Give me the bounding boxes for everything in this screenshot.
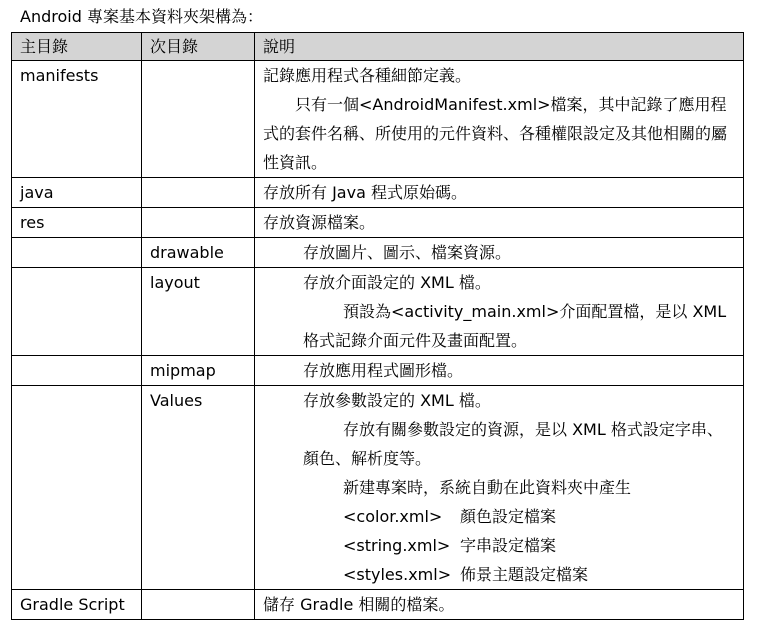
description-cell	[255, 268, 744, 356]
main-dir-cell	[12, 268, 142, 356]
main-dir-cell: Gradle Script	[12, 590, 142, 620]
description-text: 存放介面設定的 XML 檔。	[303, 273, 491, 292]
main-dir-cell: res	[12, 208, 142, 238]
description-text: 存放圖片、圖示、檔案資源。	[303, 243, 512, 262]
sub-dir-cell: drawable	[142, 238, 255, 268]
sub-dir-cell: mipmap	[142, 356, 255, 386]
main-dir-cell	[12, 386, 142, 590]
sub-dir-cell	[142, 208, 255, 238]
description-cell	[255, 61, 744, 178]
description-detail	[263, 297, 735, 355]
file-entry	[263, 531, 735, 560]
description-cell	[255, 178, 744, 208]
description-text: 存放所有 Java 程式原始碼。	[263, 183, 467, 202]
detail-text: 預設為<activity_main.xml>介面配置檔，是以 XML 格式記錄介面元件及畫面配置。	[303, 302, 727, 350]
file-desc: 字串設定檔案	[460, 536, 557, 555]
main-dir-cell	[12, 238, 142, 268]
file-entry	[263, 502, 735, 531]
table-row	[12, 208, 744, 238]
description-cell	[255, 590, 744, 620]
table-row	[12, 590, 744, 620]
file-desc: 佈景主題設定檔案	[460, 565, 589, 584]
description-text: 存放應用程式圖形檔。	[303, 361, 464, 380]
detail-text: 存放有關參數設定的資源，是以 XML 格式設定字串、顏色、解析度等。	[303, 420, 723, 468]
description-text: 存放資源檔案。	[263, 213, 376, 232]
main-dir-cell	[12, 356, 142, 386]
description-text: 記錄應用程式各種細節定義。	[263, 66, 472, 85]
table-row	[12, 356, 744, 386]
file-name: <styles.xml>	[343, 565, 452, 584]
main-dir-cell: manifests	[12, 61, 142, 178]
header-description: 說明	[255, 33, 744, 61]
sub-dir-cell	[142, 178, 255, 208]
file-name: <color.xml>	[343, 507, 443, 526]
sub-dir-cell	[142, 590, 255, 620]
sub-dir-cell: Values	[142, 386, 255, 590]
table-row	[12, 268, 744, 356]
document-caption: Android 專案基本資料夾架構為：	[20, 7, 263, 26]
description-detail	[263, 90, 735, 177]
description-cell	[255, 238, 744, 268]
table-row	[12, 386, 744, 590]
header-sub-dir: 次目錄	[142, 33, 255, 61]
values-note: 新建專案時，系統自動在此資料夾中產生	[343, 478, 632, 497]
description-detail	[263, 415, 735, 473]
description-cell	[255, 356, 744, 386]
header-main-dir: 主目錄	[12, 33, 142, 61]
file-desc: 顏色設定檔案	[460, 507, 557, 526]
main-dir-cell: java	[12, 178, 142, 208]
header-row	[12, 33, 744, 61]
sub-dir-cell: layout	[142, 268, 255, 356]
table-row	[12, 238, 744, 268]
description-text: 儲存 Gradle 相關的檔案。	[263, 595, 455, 614]
description-cell	[255, 208, 744, 238]
table-row	[12, 61, 744, 178]
description-text: 存放參數設定的 XML 檔。	[303, 391, 491, 410]
description-cell	[255, 386, 744, 590]
file-entry	[263, 560, 735, 589]
file-name: <string.xml>	[343, 536, 451, 555]
sub-dir-cell	[142, 61, 255, 178]
detail-text: 只有一個<AndroidManifest.xml>檔案，其中記錄了應用程式的套件名稱、所使用的元件資料、各種權限設定及其他相關的屬性資訊。	[263, 95, 728, 172]
table-row	[12, 178, 744, 208]
folder-structure-table	[11, 32, 744, 620]
